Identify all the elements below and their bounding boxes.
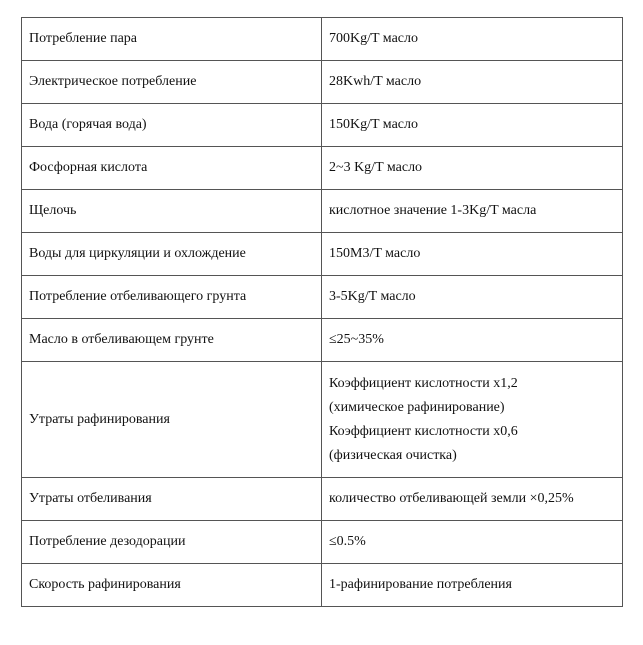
specifications-table-container: [21, 17, 622, 607]
param-cell: Масло в отбеливающем грунте: [22, 319, 322, 362]
table-row: [22, 104, 623, 147]
param-cell: Потребление пара: [22, 18, 322, 61]
value-cell: 1-рафинирование потребления: [322, 564, 623, 607]
value-line: (химическое рафинирование): [329, 399, 505, 415]
param-cell: Утраты отбеливания: [22, 478, 322, 521]
param-cell: Щелочь: [22, 190, 322, 233]
table-row: [22, 564, 623, 607]
value-cell: 28Kwh/T масло: [322, 61, 623, 104]
value-line: Коэффициент кислотности x1,2: [329, 375, 518, 391]
table-row: [22, 276, 623, 319]
value-cell-multiline: [322, 362, 623, 478]
param-cell: Потребление отбеливающего грунта: [22, 276, 322, 319]
value-cell: 700Kg/T масло: [322, 18, 623, 61]
table-row: [22, 147, 623, 190]
value-cell: 150Kg/T масло: [322, 104, 623, 147]
table-row: [22, 362, 623, 478]
param-cell: Воды для циркуляции и охлождение: [22, 233, 322, 276]
param-cell: Потребление дезодорации: [22, 521, 322, 564]
table-row: [22, 319, 623, 362]
table-row: [22, 233, 623, 276]
table-row: [22, 521, 623, 564]
value-cell: 2~3 Kg/T масло: [322, 147, 623, 190]
value-cell: 150M3/T масло: [322, 233, 623, 276]
value-cell: ≤0.5%: [322, 521, 623, 564]
table-row: [22, 478, 623, 521]
param-cell: Электрическое потребление: [22, 61, 322, 104]
value-cell: 3-5Kg/T масло: [322, 276, 623, 319]
param-cell: Утраты рафинирования: [22, 362, 322, 478]
value-line: Коэффициент кислотности x0,6: [329, 423, 518, 439]
specifications-table: [21, 17, 623, 607]
param-cell: Вода (горячая вода): [22, 104, 322, 147]
table-row: [22, 18, 623, 61]
table-row: [22, 190, 623, 233]
param-cell: Скорость рафинирования: [22, 564, 322, 607]
value-cell: ≤25~35%: [322, 319, 623, 362]
table-row: [22, 61, 623, 104]
value-cell: количество отбеливающей земли ×0,25%: [322, 478, 623, 521]
value-line: (физическая очистка): [329, 447, 457, 463]
param-cell: Фосфорная кислота: [22, 147, 322, 190]
value-cell: кислотное значение 1-3Kg/T масла: [322, 190, 623, 233]
